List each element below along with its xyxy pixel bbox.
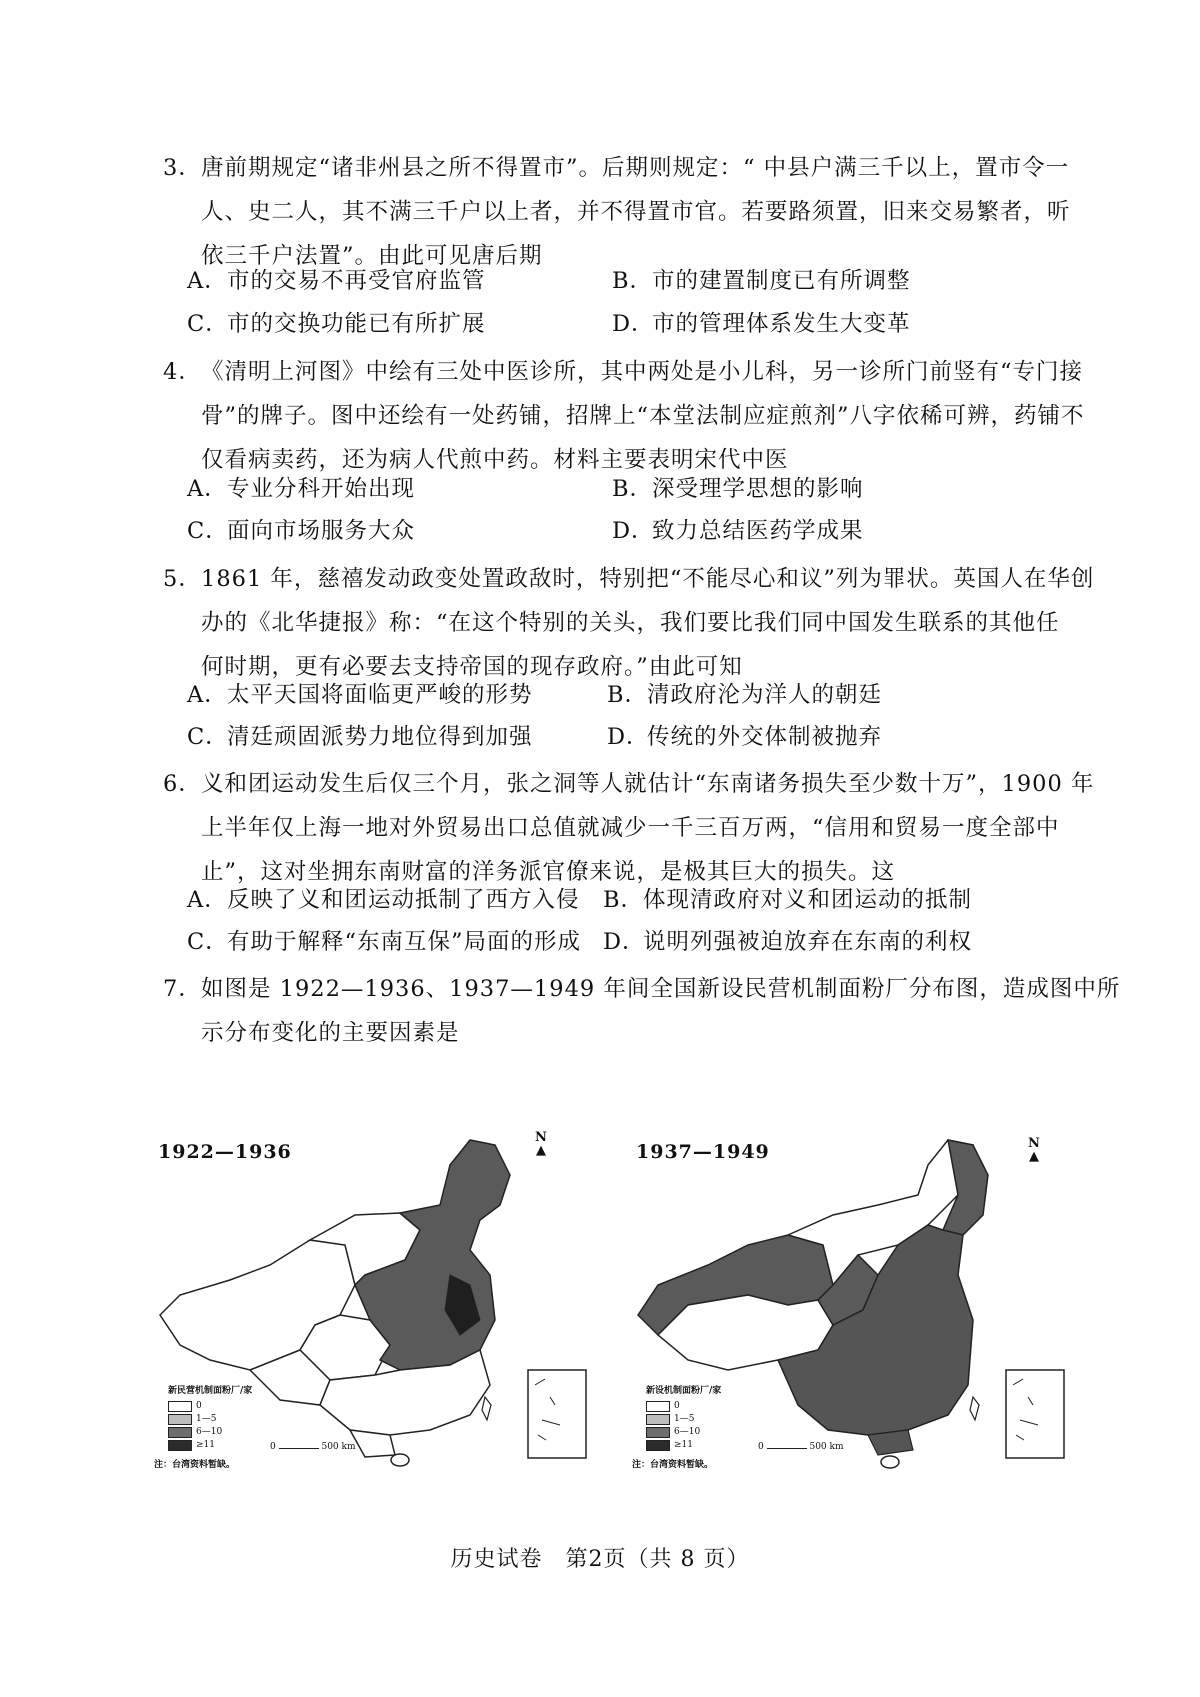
question-6-option-b[interactable]: B．体现清政府对义和团运动的抵制 xyxy=(603,887,973,913)
map-note: 注：台湾资料暂缺。 xyxy=(154,1460,236,1470)
question-5-option-a[interactable]: A．太平天国将面临更严峻的形势 xyxy=(187,682,533,708)
map-period-label: 1937—1949 xyxy=(636,1141,770,1163)
scale-bar: 0 500 km xyxy=(758,1442,844,1452)
question-number: 6． xyxy=(163,771,202,797)
map-legend: 新设机制面粉厂/家 0 1—5 6—10 ≥11 xyxy=(646,1386,722,1450)
question-5-stem: 5．1861 年，慈禧发动政变处置政敌时，特别把“不能尽心和议”列为罪状。英国人在华创 办的《北华捷报》称：“在这个特别的关头，我们要比我们同中国发生联系的其他任 何时期，更有必要去支持帝国的现存政府。”由此可知 xyxy=(163,557,1093,689)
question-number: 5． xyxy=(163,566,202,592)
question-4-option-a[interactable]: A．专业分科开始出现 xyxy=(187,476,416,502)
question-4-option-b[interactable]: B．深受理学思想的影响 xyxy=(612,476,864,502)
page-footer: 历史试卷 第2页（共 8 页） xyxy=(450,1547,750,1572)
question-number: 4． xyxy=(163,359,202,385)
question-7-stem: 7．如图是 1922—1936、1937—1949 年间全国新设民营机制面粉厂分布图，造成图中所 示分布变化的主要因素是 xyxy=(163,967,1093,1055)
question-number: 3． xyxy=(163,155,202,181)
question-6-option-c[interactable]: C．有助于解释“东南互保”局面的形成 xyxy=(187,929,582,955)
question-6-option-a[interactable]: A．反映了义和团运动抵制了西方入侵 xyxy=(187,887,580,913)
question-5-option-c[interactable]: C．清廷顽固派势力地位得到加强 xyxy=(187,724,533,750)
question-3-option-a[interactable]: A．市的交易不再受官府监管 xyxy=(187,268,486,294)
question-5-option-b[interactable]: B．清政府沦为洋人的朝廷 xyxy=(607,682,883,708)
question-4-stem: 4．《清明上河图》中绘有三处中医诊所，其中两处是小儿科，另一诊所门前竖有“专门接 骨”的牌子。图中还绘有一处药铺，招牌上“本堂法制应症煎剂”八字依稀可辨，药铺不 仅看病卖药，还为病人代煎中药。材料主要表明宋代中医 xyxy=(163,350,1093,482)
scale-bar: 0 500 km xyxy=(270,1442,356,1452)
question-6-stem: 6．义和团运动发生后仅三个月，张之洞等人就估计“东南诸务损失至少数十万”，1900 年 上半年仅上海一地对外贸易出口总值就减少一千三百万两，“信用和贸易一度全部中 止”，这对坐拥东南财富的洋务派官僚来说，是极其巨大的损失。这 xyxy=(163,762,1093,894)
question-4-option-c[interactable]: C．面向市场服务大众 xyxy=(187,518,416,544)
question-3-stem: 3．唐前期规定“诸非州县之所不得置市”。后期则规定：“ 中县户满三千以上，置市令一 人、史二人，其不满三千户以上者，并不得置市官。若要路须置，旧来交易繁者，听 依三千户法置”。由此可见唐后期 xyxy=(163,146,1093,278)
map-legend: 新民营机制面粉厂/家 0 1—5 6—10 ≥11 xyxy=(168,1386,253,1450)
map-figure xyxy=(150,1130,1090,1475)
question-3-option-d[interactable]: D．市的管理体系发生大变革 xyxy=(612,311,911,337)
north-arrow-icon: N ▲ xyxy=(535,1130,547,1158)
question-5-option-d[interactable]: D．传统的外交体制被抛弃 xyxy=(607,724,883,750)
question-number: 7． xyxy=(163,976,202,1002)
north-arrow-icon: N ▲ xyxy=(1028,1136,1040,1164)
question-6-option-d[interactable]: D．说明列强被迫放弃在东南的利权 xyxy=(603,929,973,955)
question-3-option-b[interactable]: B．市的建置制度已有所调整 xyxy=(612,268,911,294)
question-3-option-c[interactable]: C．市的交换功能已有所扩展 xyxy=(187,311,486,337)
map-period-label: 1922—1936 xyxy=(158,1141,292,1163)
map-1937-1949 xyxy=(628,1135,1083,1475)
question-4-option-d[interactable]: D．致力总结医药学成果 xyxy=(612,518,864,544)
map-note: 注：台湾资料暂缺。 xyxy=(632,1460,714,1470)
map-1922-1936 xyxy=(150,1130,605,1475)
